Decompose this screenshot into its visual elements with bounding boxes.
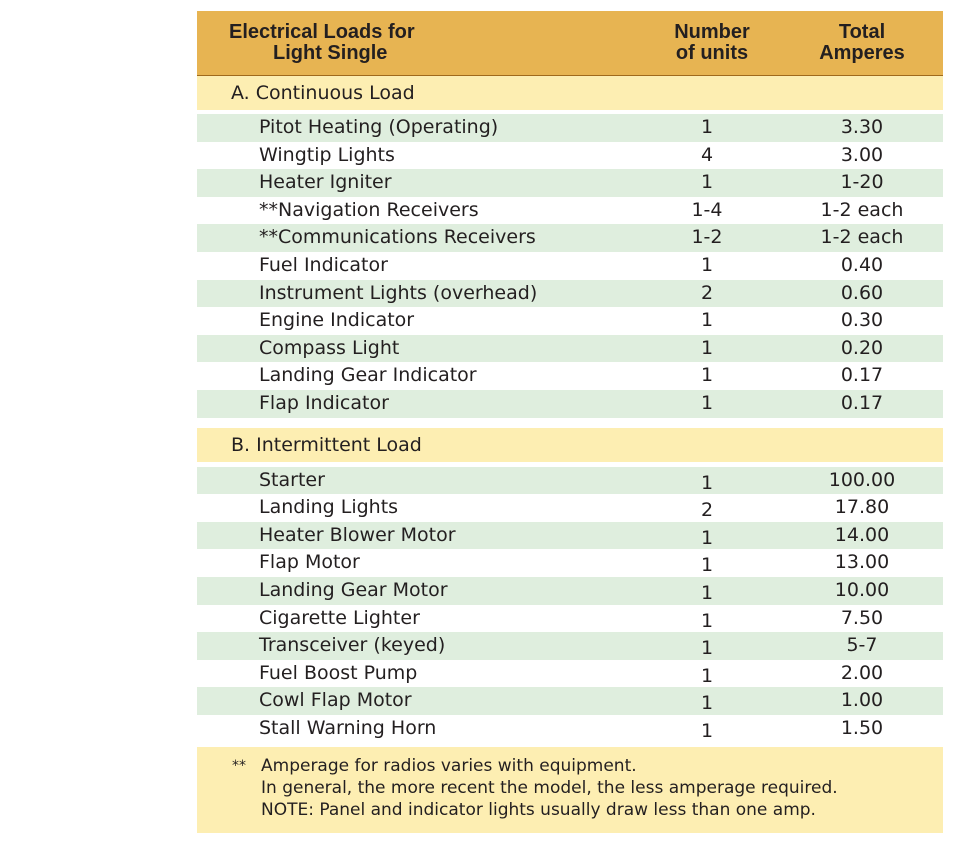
table-row: [197, 197, 943, 225]
table-row: [197, 522, 943, 550]
total-amperes: 1-2 each: [820, 226, 904, 249]
unit-count: 1-4: [691, 198, 723, 221]
table-row: [197, 494, 943, 522]
unit-count: 4: [700, 143, 714, 166]
total-amperes: 17.80: [834, 496, 890, 519]
footnote-line: Amperage for radios varies with equipment.: [261, 756, 637, 777]
table-row: [197, 687, 943, 715]
total-amperes: 100.00: [828, 468, 896, 491]
unit-count: 1: [700, 391, 714, 414]
table-row: [197, 114, 943, 142]
load-name: Heater Igniter: [259, 171, 392, 194]
total-amperes: 1.00: [840, 689, 884, 712]
header-units-line1: Number: [674, 21, 750, 43]
section-a-rows: [197, 110, 943, 418]
unit-count: 1: [700, 253, 714, 276]
table-row: [197, 335, 943, 363]
header-loads-line2: Light Single: [273, 42, 388, 64]
table-row: [197, 224, 943, 252]
header-loads: [229, 22, 415, 64]
unit-count: 1: [700, 526, 714, 549]
table-row: [197, 362, 943, 390]
load-name: Engine Indicator: [259, 309, 415, 332]
unit-count: 1: [700, 637, 714, 660]
total-amperes: 0.60: [840, 281, 884, 304]
footnote-marker: **: [232, 758, 246, 775]
table-row: [197, 467, 943, 495]
table-row: [197, 577, 943, 605]
unit-count: 1: [700, 471, 714, 494]
total-amperes: 0.17: [840, 364, 884, 387]
header-loads-line1: Electrical Loads for: [229, 21, 415, 43]
header-units-line2: of units: [675, 42, 749, 64]
total-amperes: 1-20: [840, 171, 884, 194]
load-name: Flap Indicator: [259, 391, 389, 414]
unit-count: 2: [700, 281, 714, 304]
load-name: Transceiver (keyed): [259, 634, 446, 657]
unit-count: 1: [700, 664, 714, 687]
load-name: Heater Blower Motor: [259, 523, 456, 546]
total-amperes: 10.00: [834, 578, 890, 601]
footnote-line: In general, the more recent the model, the less amperage required.: [261, 778, 838, 799]
unit-count: 1: [700, 309, 714, 332]
unit-count: 1: [700, 336, 714, 359]
total-amperes: 3.30: [840, 116, 884, 138]
table-row: [197, 715, 943, 743]
total-amperes: 0.30: [840, 309, 884, 332]
load-name: Starter: [259, 468, 325, 491]
total-amperes: 14.00: [834, 523, 890, 546]
table-row: [197, 307, 943, 335]
total-amperes: 13.00: [834, 551, 890, 574]
electrical-loads-table: [197, 11, 943, 833]
table-row: [197, 142, 943, 170]
unit-count: 1: [700, 609, 714, 632]
unit-count: 1: [700, 719, 714, 742]
table-row: [197, 280, 943, 308]
load-name: Pitot Heating (Operating): [259, 116, 499, 138]
load-name: Fuel Indicator: [259, 253, 388, 276]
unit-count: 1: [700, 692, 714, 715]
table-row: [197, 660, 943, 688]
table-row: [197, 549, 943, 577]
load-name: Instrument Lights (overhead): [259, 281, 538, 304]
load-name: Compass Light: [259, 336, 400, 359]
table-row: [197, 252, 943, 280]
total-amperes: 3.00: [840, 143, 884, 166]
unit-count: 1: [700, 171, 714, 194]
load-name: Fuel Boost Pump: [259, 661, 418, 684]
load-name: Flap Motor: [259, 551, 360, 574]
unit-count: 1-2: [691, 226, 723, 249]
total-amperes: 0.20: [840, 336, 884, 359]
header-amperes-line2: Amperes: [819, 42, 905, 64]
load-name: Wingtip Lights: [259, 143, 395, 166]
load-name: Cigarette Lighter: [259, 606, 420, 629]
load-name: Landing Lights: [259, 496, 399, 519]
footnote-line: NOTE: Panel and indicator lights usually draw less than one amp.: [261, 800, 816, 821]
header-units: [647, 22, 777, 64]
unit-count: 1: [700, 554, 714, 577]
table-row: [197, 632, 943, 660]
total-amperes: 0.17: [840, 391, 884, 414]
table-row: [197, 605, 943, 633]
load-name: Cowl Flap Motor: [259, 689, 412, 712]
table-row: [197, 390, 943, 418]
footnote: [197, 747, 943, 833]
total-amperes: 2.00: [840, 661, 884, 684]
table-row: [197, 169, 943, 197]
total-amperes: 1.50: [840, 716, 884, 739]
load-name: **Communications Receivers: [259, 226, 536, 249]
total-amperes: 0.40: [840, 253, 884, 276]
unit-count: 1: [700, 581, 714, 604]
section-b-title: B. Intermittent Load: [197, 428, 943, 462]
unit-count: 2: [700, 499, 714, 522]
footnote-lines: [261, 755, 838, 821]
load-name: Landing Gear Indicator: [259, 364, 477, 387]
section-b-rows: [197, 462, 943, 743]
section-a-title: A. Continuous Load: [197, 76, 943, 110]
total-amperes: 5-7: [846, 634, 878, 657]
header-amperes: [797, 22, 927, 64]
unit-count: 1: [700, 116, 714, 138]
header-amperes-line1: Total: [838, 21, 886, 43]
total-amperes: 1-2 each: [820, 198, 904, 221]
total-amperes: 7.50: [840, 606, 884, 629]
load-name: Landing Gear Motor: [259, 578, 448, 601]
load-name: **Navigation Receivers: [259, 198, 479, 221]
unit-count: 1: [700, 364, 714, 387]
load-name: Stall Warning Horn: [259, 716, 437, 739]
table-header: [197, 11, 943, 76]
